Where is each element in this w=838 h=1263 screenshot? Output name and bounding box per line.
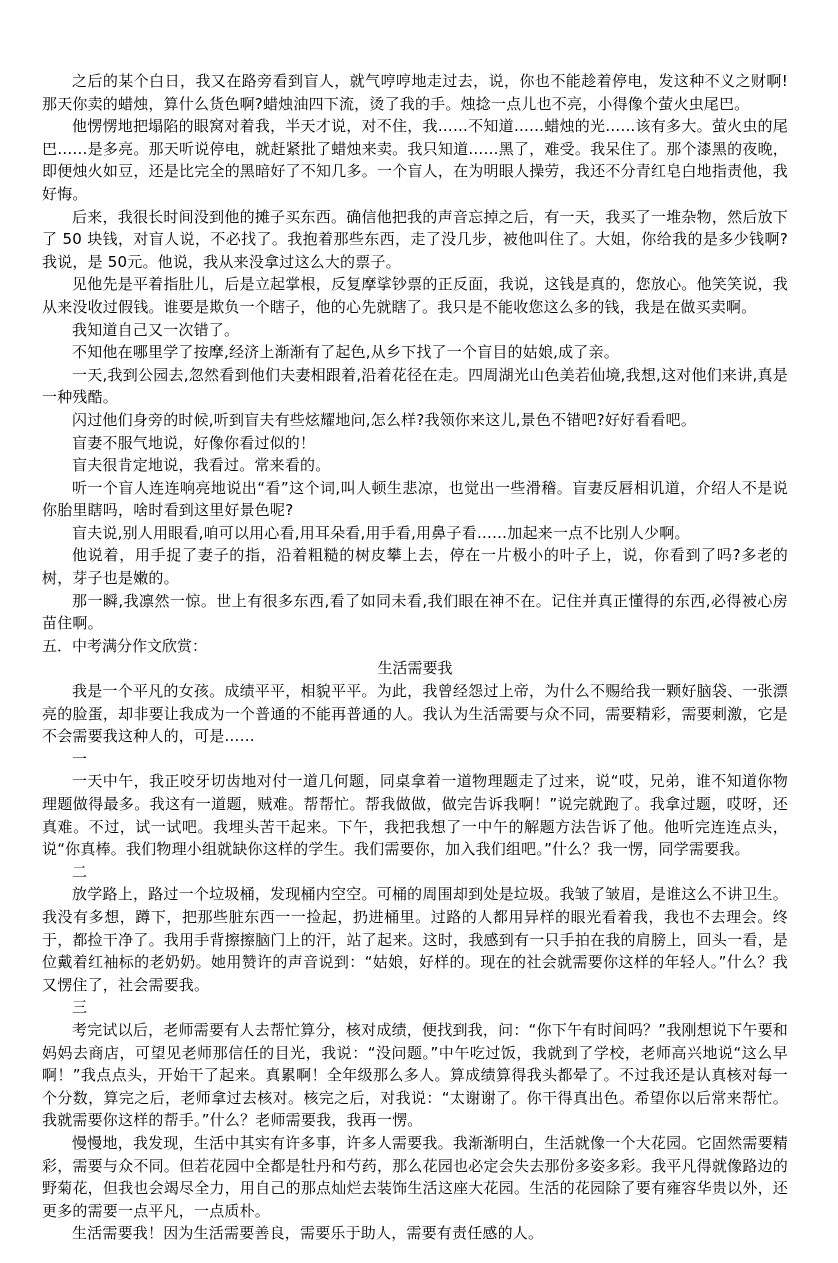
essay-part-two: 放学路上，路过一个垃圾桶，发现桶内空空。可桶的周围却到处是垃圾。我皱了皱眉，是谁这么不讲卫生。我没有多想，蹲下，把那些脏东西一一捡起，扔进桶里。过路的人都用异样的眼光看着我，我也不去理会。终于，都捡干净了。我用手背擦擦脑门上的汗，站了起来。这时，我感到有一只手拍在我的肩膀上，回头一看，是位戴着红袖标的老奶奶。她用赞许的声音说到：“姑娘，好样的。现在的社会就需要你这样的年轻人。”什么？我又愣住了，社会需要我。 (42, 885, 788, 994)
story-paragraph: 盲妻不服气地说，好像你看过似的！ (72, 433, 316, 452)
story-paragraph: 盲夫很肯定地说，我看过。常来看的。 (72, 456, 331, 475)
essay-intro: 我是一个平凡的女孩。成绩平平，相貌平平。为此，我曾经怨过上帝，为什么不赐给我一颗好脑袋、一张漂亮的脸蛋，却非要让我成为一个普通的不能再普通的人。我认为生活需要与众不同，需要精彩，需要刺激，它是不会需要我这种人的，可是…… (42, 682, 788, 746)
story-paragraph: 一天,我到公园去,忽然看到他们夫妻相跟着,沿着花径在走。四周湖光山色美若仙境,我想,这对他们来讲,真是一种残酷。 (42, 365, 788, 407)
story-paragraph: 他说着，用手捉了妻子的指，沿着粗糙的树皮攀上去，停在一片极小的叶子上，说，你看到了吗?多老的树，芽子也是嫩的。 (42, 546, 788, 588)
story-paragraph: 盲夫说,别人用眼看,咱可以用心看,用耳朵看,用手看,用鼻子看……加起来一点不比别人少啊。 (72, 523, 690, 542)
story-paragraph: 见他先是平着指肚儿，后是立起掌根，反复摩挲钞票的正反面，我说，这钱是真的，您放心。他笑笑说，我从来没收过假钱。谁要是欺负一个瞎子，他的心先就瞎了。我只是不能收您这么多的钱，我是在做买卖啊。 (42, 275, 788, 316)
story-paragraph: 我知道自己又一次错了。 (72, 320, 240, 339)
part-marker-two: 二 (72, 862, 88, 881)
essay-title: 生活需要我 (377, 659, 453, 678)
story-paragraph: 不知他在哪里学了按摩,经济上渐渐有了起色,从乡下找了一个盲目的姑娘,成了亲。 (72, 343, 619, 362)
section-heading: 五．中考满分作文欣赏： (42, 636, 208, 655)
story-paragraph: 之后的某个白日，我又在路旁看到盲人，就气哼哼地走过去，说，你也不能趁着停电，发这种不义之财啊!那天你卖的蜡烛，算什么货色啊?蜡烛油四下流，烫了我的手。烛捻一点儿也不亮，小得像个萤火虫尾巴。 (42, 72, 788, 113)
essay-part-one: 一天中午，我正咬牙切齿地对付一道几何题，同桌拿着一道物理题走了过来，说“哎，兄弟，谁不知道你物理题做得最多。我这有一道题，贼难。帮帮忙。帮我做做，做完告诉我啊！”说完就跑了。我拿过题，哎呀，还真难。不过，试一试吧。我埋头苦干起来。下午，我把我想了一中午的解题方法告诉了他。他听完连连点头，说“你真棒。我们物理小组就缺你这样的学生。我们需要你，加入我们组吧。”什么？我一愣，同学需要我。 (42, 772, 788, 859)
essay-closing-line: 生活需要我！因为生活需要善良，需要乐于助人，需要有责任感的人。 (72, 1224, 544, 1243)
essay-part-three: 考完试以后，老师需要有人去帮忙算分，核对成绩，便找到我，问：“你下午有时间吗？”我刚想说下午要和妈妈去商店，可望见老师那信任的目光，我说：“没问题。”中午吃过饭，我就到了学校，老师高兴地说“这么早啊！”我点点头，开始干了起来。真累啊！全年级那么多人。算成绩算得我头都晕了。不过我还是认真核对每一个分数，算完之后，老师拿过去核对。核完之后，对我说：“太谢谢了。你干得真出色。希望你以后常来帮忙。我就需要你这样的帮手。”什么？老师需要我，我再一愣。 (42, 1020, 788, 1130)
part-marker-one: 一 (72, 749, 88, 768)
story-paragraph: 后来，我很长时间没到他的摊子买东西。确信他把我的声音忘掉之后，有一天，我买了一堆杂物，然后放下了 50 块钱，对盲人说，不必找了。我抱着那些东西，走了没几步，被他叫住了。大姐，你给我的是多少钱啊?我说，是 50元。他说，我从来没拿过这么大的票子。 (42, 207, 788, 271)
part-marker-three: 三 (72, 998, 88, 1017)
story-paragraph: 那一瞬,我凛然一惊。世上有很多东西,看了如同未看,我们眼在神不在。记住并真正懂得的东西,必得被心房苗住啊。 (42, 591, 788, 633)
story-paragraph: 闪过他们身旁的时候,听到盲夫有些炫耀地问,怎么样?我领你来这儿,景色不错吧?好好看看吧。 (72, 410, 697, 429)
story-paragraph: 听一个盲人连连响亮地说出“看”这个词,叫人顿生悲凉，也觉出一些滑稽。盲妻反唇相讥道，介绍人不是说你胎里瞎吗，啥时看到这里好景色呢? (42, 478, 788, 520)
story-paragraph: 他愣愣地把塌陷的眼窝对着我，半天才说，对不住，我……不知道……蜡烛的光……该有多大。萤火虫的尾巴……是多亮。那天听说停电，就赶紧批了蜡烛来卖。我只知道……黑了，难受。我呆住了。那个漆黑的夜晚，即便烛火如豆，还是比完全的黑暗好了不知几多。一个盲人，在为明眼人操劳，我还不分青红皂白地指责他，我好悔。 (42, 117, 788, 203)
essay-closing-paragraph: 慢慢地，我发现，生活中其实有许多事，许多人需要我。我渐渐明白，生活就像一个大花园。它固然需要精彩，需要与众不同。但若花园中全都是牡丹和芍药，那么花园也必定会失去那份多姿多彩。我平凡得就像路边的野菊花，但我也会竭尽全力，用自己的那点灿烂去装饰生活这座大花园。生活的花园除了要有雍容华贵以外，还更多的需要一点平凡，一点质朴。 (42, 1133, 788, 1220)
